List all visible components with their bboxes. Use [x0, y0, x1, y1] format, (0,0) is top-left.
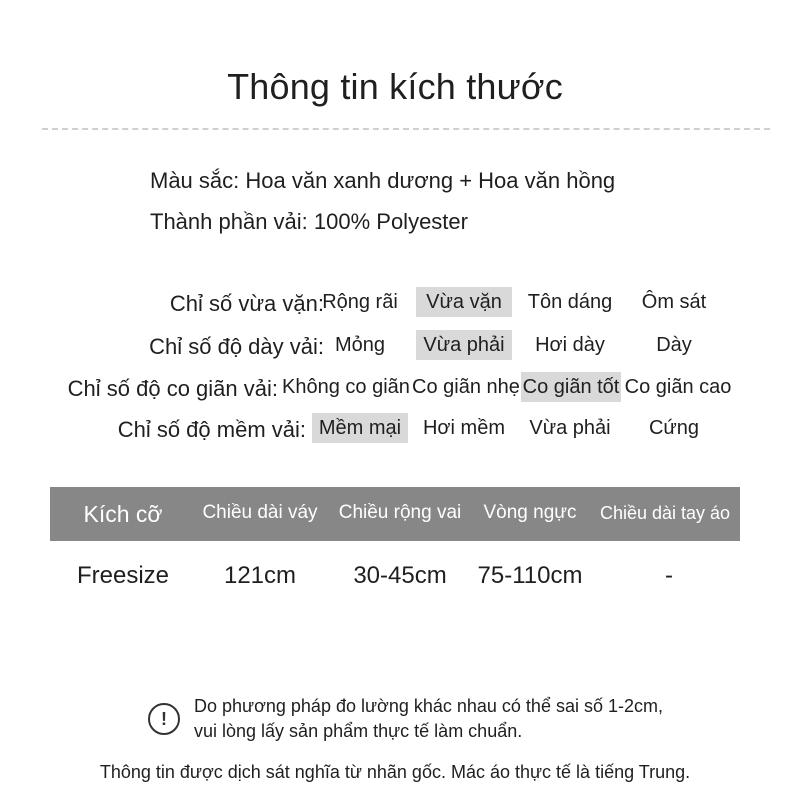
cell-dress-length: 121cm	[223, 562, 297, 589]
stretch-index-row	[0, 372, 790, 404]
cell-shoulder-width: 30-45cm	[353, 562, 447, 589]
header-sleeve-length: Chiều dài tay áo	[599, 503, 731, 523]
fit-index-label: Chỉ số vừa vặn:	[169, 291, 324, 316]
cell-bust: 75-110cm	[477, 562, 583, 589]
note-line-2: vui lòng lấy sản phẩm thực tế làm chuẩn.	[194, 721, 523, 741]
fit-option: Rộng rãi	[322, 291, 398, 313]
softness-option: Vừa phải	[529, 417, 611, 439]
fabric-info: Thành phần vải: 100% Polyester	[150, 209, 468, 234]
thickness-option: Mỏng	[334, 334, 386, 356]
fit-option: Ôm sát	[641, 291, 707, 313]
softness-option: Cứng	[648, 417, 700, 439]
softness-index-row	[0, 413, 790, 445]
stretch-index-label: Chỉ số độ co giãn vải:	[67, 376, 278, 401]
dashed-divider	[42, 128, 770, 130]
exclamation-circle-icon: !	[148, 703, 180, 735]
stretch-option: Co giãn cao	[624, 376, 732, 398]
softness-index-label: Chỉ số độ mềm vải:	[117, 417, 306, 442]
softness-option-selected: Mềm mại	[312, 413, 408, 443]
stretch-option: Co giãn nhẹ	[412, 376, 520, 398]
fit-option-selected: Vừa vặn	[416, 287, 512, 317]
stretch-option: Không co giãn	[282, 376, 410, 398]
size-table-header	[50, 487, 740, 541]
stretch-option-selected: Co giãn tốt	[521, 372, 621, 402]
softness-option: Hơi mềm	[422, 417, 505, 439]
thickness-option: Hơi dày	[535, 334, 605, 356]
page-title: Thông tin kích thước	[227, 66, 563, 107]
thickness-option-selected: Vừa phải	[416, 330, 512, 360]
color-info: Màu sắc: Hoa văn xanh dương + Hoa văn hồng	[150, 168, 616, 193]
thickness-option: Dày	[656, 334, 692, 356]
header-dress-length: Chiều dài váy	[202, 502, 318, 523]
fit-index-row	[0, 287, 790, 319]
note-line-1: Do phương pháp đo lường khác nhau có thể sai số 1-2cm,	[194, 696, 663, 716]
header-bust: Vòng ngực	[483, 502, 577, 523]
header-shoulder-width: Chiều rộng vai	[338, 502, 462, 523]
cell-sleeve-length: -	[665, 562, 673, 589]
thickness-index-label: Chỉ số độ dày vải:	[149, 334, 324, 359]
header-size: Kích cỡ	[83, 501, 163, 527]
footer-note: Thông tin được dịch sát nghĩa từ nhãn gốc. Mác áo thực tế là tiếng Trung.	[99, 762, 691, 782]
thickness-index-row	[0, 330, 790, 362]
cell-size: Freesize	[76, 562, 170, 589]
fit-option: Tôn dáng	[527, 291, 613, 313]
